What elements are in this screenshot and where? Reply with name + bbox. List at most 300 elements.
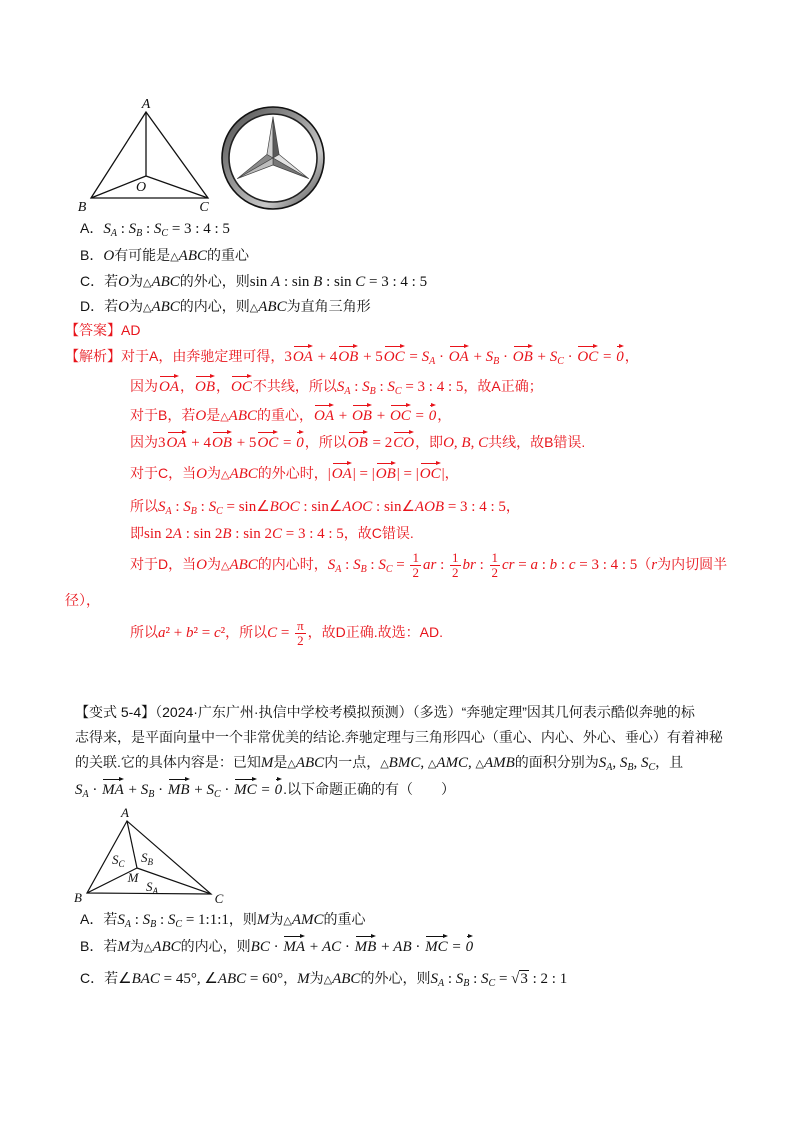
math-variable: BMC xyxy=(388,755,421,771)
math-text: = 3 : 4 : 5 xyxy=(444,499,506,515)
symbol-subscript: C xyxy=(557,356,564,367)
symbol-base: S xyxy=(421,349,430,365)
triangle-symbol: △ xyxy=(427,758,437,770)
vector: OB xyxy=(195,374,215,396)
math-text: : xyxy=(142,221,154,237)
triangle-symbol: △ xyxy=(220,469,230,481)
math-variable: a xyxy=(530,557,538,574)
math-text: : xyxy=(116,221,129,237)
math-text: + 4 xyxy=(187,435,211,451)
text-run: 的外心，则 xyxy=(360,970,431,986)
math-variable: ABC xyxy=(229,466,258,482)
text-run: 的内心，则 xyxy=(180,938,251,954)
text-run: A．若 xyxy=(80,911,118,927)
math-text: : sin 2 xyxy=(231,526,272,542)
math-text: , xyxy=(453,435,462,451)
symbol-base: S xyxy=(387,379,395,395)
math-text: , xyxy=(420,755,428,771)
math-variable: BC xyxy=(250,939,270,955)
subscripted-symbol xyxy=(207,782,221,798)
vector: OA xyxy=(314,403,334,425)
subscripted-symbol xyxy=(486,349,500,365)
math-variable: a xyxy=(158,625,166,642)
fraction-numerator: π xyxy=(297,618,304,633)
math-variable: B xyxy=(461,435,471,451)
math-text: sin xyxy=(249,274,272,290)
fraction xyxy=(490,551,501,580)
symbol-base: S xyxy=(158,499,166,515)
symbol-subscript: B xyxy=(493,356,500,367)
math-text: ² = xyxy=(193,625,214,642)
triangle-symbol: △ xyxy=(323,974,333,986)
area-label-s-b xyxy=(141,850,154,867)
math-text: ² + xyxy=(165,625,186,642)
solution-line-10 xyxy=(130,619,443,648)
text-run: 为 xyxy=(128,273,143,289)
math-text: · xyxy=(269,939,283,955)
vector: OB xyxy=(212,430,232,452)
math-text: = xyxy=(392,557,409,574)
vector: OA xyxy=(449,344,469,366)
symbol-base: S xyxy=(619,755,628,771)
text-run: 所以 xyxy=(130,624,158,641)
math-text: : xyxy=(130,912,143,928)
text-run: 为 xyxy=(206,465,221,481)
solution-line-2 xyxy=(130,374,543,398)
text-run: D．若 xyxy=(80,298,119,314)
vector: MA xyxy=(283,934,305,956)
symbol-base: S xyxy=(75,782,83,798)
symbol-subscript: A xyxy=(344,386,351,397)
text-run: 即 xyxy=(130,525,144,541)
triangle-symbol: △ xyxy=(220,411,229,423)
math-text: + xyxy=(533,349,550,365)
math-text: : xyxy=(171,499,184,515)
text-run: C．若 xyxy=(80,273,119,289)
symbol-base: S xyxy=(378,557,386,574)
text-run: 因为 xyxy=(130,378,158,394)
math-variable: ABC xyxy=(229,557,258,574)
radical-sign: √ xyxy=(511,971,520,987)
symbol-subscript: C xyxy=(648,762,656,773)
vector: OC xyxy=(390,403,411,425)
math-text: = 45°, ∠ xyxy=(159,971,218,987)
solution-line-3 xyxy=(130,403,451,428)
vector: MC xyxy=(425,934,448,956)
math-text: : xyxy=(350,379,363,395)
symbol-base: S xyxy=(206,782,214,798)
math-text: = xyxy=(257,782,274,798)
math-text: , xyxy=(470,435,479,451)
math-text: + 4 xyxy=(313,349,338,365)
math-variable: ABC xyxy=(178,248,207,264)
option-d xyxy=(80,295,371,319)
math-text: = 2 xyxy=(368,435,393,451)
text-run: ， xyxy=(216,378,230,394)
fraction xyxy=(295,619,306,648)
option-a xyxy=(80,217,230,240)
math-text: , xyxy=(612,755,620,771)
math-text: | xyxy=(441,466,445,482)
math-text: = xyxy=(279,435,296,451)
subscripted-symbol xyxy=(422,349,436,365)
symbol-subscript: C xyxy=(216,506,223,517)
text-run: 的外心，则 xyxy=(179,273,250,289)
text-run: ， xyxy=(505,498,520,514)
math-text: ∠ xyxy=(118,971,132,987)
area-label-s-b-base: S xyxy=(141,850,148,865)
text-run: ， xyxy=(444,465,459,481)
vector: MB xyxy=(168,777,190,799)
math-variable: O xyxy=(196,557,207,574)
symbol-base: S xyxy=(183,499,191,515)
math-variable: O xyxy=(103,248,115,264)
math-text: + xyxy=(377,939,394,955)
symbol-subscript: A xyxy=(335,564,342,576)
math-text: : xyxy=(156,912,168,928)
math-text: = 3 : 4 : 5 xyxy=(168,221,230,237)
vector: OA xyxy=(167,430,187,452)
solution-line-5 xyxy=(130,461,459,486)
area-label-s-a xyxy=(146,879,159,896)
triangle-symbol: △ xyxy=(283,915,292,927)
math-text: · xyxy=(499,349,512,365)
solution-line-8 xyxy=(130,551,727,580)
subscripted-symbol xyxy=(75,782,89,798)
math-text: · xyxy=(220,782,234,798)
math-text: : sin∠ xyxy=(372,499,415,515)
symbol-subscript: A xyxy=(165,506,172,517)
text-run: 的重心， xyxy=(257,407,313,423)
math-variable: C xyxy=(267,625,278,642)
math-variable: b xyxy=(549,557,558,574)
math-variable: AC xyxy=(321,939,342,955)
math-text: : xyxy=(557,557,569,574)
symbol-subscript: C xyxy=(214,789,221,800)
math-variable: ABC xyxy=(332,971,361,987)
subscripted-symbol xyxy=(168,912,182,928)
symbol-base: S xyxy=(208,499,217,515)
segment-oc xyxy=(146,176,208,198)
math-text: = 3 : 4 : 5 xyxy=(282,526,344,542)
symbol-base: S xyxy=(336,379,345,395)
vector: OA xyxy=(332,461,352,483)
text-run: 对于C，当 xyxy=(130,465,197,481)
text-run: ， xyxy=(437,407,452,423)
option-b xyxy=(80,244,249,268)
fraction-numerator: 1 xyxy=(491,550,499,565)
text-run: .以下命题正确的有（ ） xyxy=(283,781,456,797)
text-run: 【解析】对于A，由奔驰定理可得， xyxy=(65,348,285,364)
subscripted-symbol xyxy=(353,557,367,576)
vertex-label-b: B xyxy=(77,200,87,215)
vector: MA xyxy=(102,777,124,799)
math-variable: ar xyxy=(422,557,437,574)
text-run: 共线，故B错误. xyxy=(488,434,586,450)
math-text: · xyxy=(563,349,577,365)
math-text: · xyxy=(154,782,167,798)
vector: OB xyxy=(513,344,533,366)
math-text: ² xyxy=(220,625,226,642)
fraction-denominator: 2 xyxy=(491,565,499,580)
vector: OC xyxy=(577,344,598,366)
text-run: 径）， xyxy=(65,592,100,608)
text-run: 为 xyxy=(129,938,144,954)
area-label-s-c-base: S xyxy=(112,852,119,867)
symbol-base: S xyxy=(549,349,558,365)
option-c xyxy=(80,270,427,294)
math-variable: O xyxy=(118,274,129,290)
vector: OC xyxy=(257,430,278,452)
math-text: = 3 : 4 : 5 xyxy=(365,274,428,290)
math-text: | = | xyxy=(352,466,375,482)
math-variable: b xyxy=(185,625,194,642)
text-run: ， xyxy=(283,970,298,986)
symbol-base: S xyxy=(327,557,336,574)
subscripted-symbol xyxy=(599,755,613,771)
math-variable: br xyxy=(462,557,476,574)
math-text: , xyxy=(633,755,641,771)
symbol-base: S xyxy=(481,971,489,987)
math-text: = xyxy=(514,557,531,574)
math-text: : xyxy=(341,557,354,574)
math-variable: cr xyxy=(502,557,515,574)
math-variable: O xyxy=(443,435,454,451)
subscripted-symbol xyxy=(183,499,197,515)
math-variable: AB xyxy=(393,939,412,955)
math-text: = xyxy=(277,625,294,642)
text-run: 为直角三角形 xyxy=(286,298,371,314)
area-label-s-a-base: S xyxy=(146,879,153,894)
symbol-subscript: C xyxy=(175,919,183,930)
symbol-base: S xyxy=(641,755,649,771)
symbol-subscript: B xyxy=(136,228,143,239)
symbol-subscript: B xyxy=(360,564,367,576)
area-label-s-b-subscript: B xyxy=(147,857,153,867)
vector: OB xyxy=(338,344,358,366)
subscripted-symbol xyxy=(129,221,143,237)
math-text: + xyxy=(124,782,141,798)
vertex-label-c: C xyxy=(214,891,224,906)
symbol-subscript: C xyxy=(161,228,169,239)
math-variable: AOB xyxy=(414,499,445,515)
triangle-symbol: △ xyxy=(287,758,296,770)
area-label-s-c xyxy=(112,852,126,869)
triangle-symbol: △ xyxy=(380,758,389,770)
variant-option-b xyxy=(80,934,474,959)
math-text: : sin xyxy=(280,274,314,290)
subscripted-symbol xyxy=(143,912,157,928)
math-variable: AMC xyxy=(436,755,468,771)
symbol-subscript: B xyxy=(150,919,157,930)
fraction xyxy=(450,551,461,580)
text-run: 为 xyxy=(309,970,324,986)
fraction-denominator: 2 xyxy=(452,565,459,580)
math-variable: A xyxy=(271,274,281,290)
variant-option-a xyxy=(80,908,366,932)
math-text: · xyxy=(341,939,354,955)
vector: OA xyxy=(293,344,313,366)
symbol-subscript: B xyxy=(369,386,376,397)
text-run: 是 xyxy=(206,407,221,423)
symbol-subscript: A xyxy=(82,789,89,800)
text-run: ，则 xyxy=(228,911,257,927)
vector: 0 xyxy=(429,403,437,425)
vector: 0 xyxy=(616,344,624,366)
text-run: 不共线，所以 xyxy=(252,378,337,394)
symbol-base: S xyxy=(153,221,162,237)
math-text: | xyxy=(327,466,331,482)
symbol-subscript: A xyxy=(124,919,131,930)
math-text: = 60° xyxy=(246,971,284,987)
solution-line-1 xyxy=(65,344,639,368)
subscripted-symbol xyxy=(103,221,117,237)
text-run: 的面积分别为 xyxy=(514,754,599,770)
vector: OC xyxy=(420,461,441,483)
math-text: + 5 xyxy=(359,349,383,365)
variant-option-c xyxy=(80,967,567,991)
math-text: · xyxy=(88,782,102,798)
math-variable: ABC xyxy=(217,971,247,987)
math-text: : sin 2 xyxy=(181,526,223,542)
triangle-abc-outline xyxy=(91,112,208,198)
math-variable: BOC xyxy=(269,499,300,515)
symbol-base: S xyxy=(128,221,137,237)
math-variable: c xyxy=(568,557,576,574)
text-run: 志得来，是平面向量中一个非常优美的结论.奔驰定理与三角形四心（重心、内心、外心、垂心）有着神秘 xyxy=(75,729,723,745)
solution-line-9 xyxy=(65,589,100,611)
vector: MB xyxy=(355,934,377,956)
math-variable: r xyxy=(651,557,658,574)
math-text: = xyxy=(599,349,616,365)
text-run: ，所以 xyxy=(304,434,347,450)
fraction-denominator: 2 xyxy=(297,633,304,648)
text-run: 为 xyxy=(269,911,284,927)
text-run: 的内心时， xyxy=(257,556,328,573)
subscripted-symbol xyxy=(337,379,351,395)
vector: 0 xyxy=(275,777,283,799)
symbol-subscript: B xyxy=(190,506,197,517)
fraction-denominator: 2 xyxy=(412,565,419,580)
math-variable: M xyxy=(117,939,130,955)
math-text: = xyxy=(495,971,512,987)
math-variable: B xyxy=(313,274,323,290)
text-run: 【答案】AD xyxy=(65,322,141,338)
text-run: 有可能是 xyxy=(114,247,171,263)
math-text: : 2 : 1 xyxy=(528,971,568,987)
vertex-label-a: A xyxy=(121,805,129,820)
math-variable: ABC xyxy=(258,299,287,315)
subscripted-symbol xyxy=(154,221,168,237)
math-variable: AMC xyxy=(291,912,324,928)
math-variable: M xyxy=(260,755,274,771)
subscripted-symbol xyxy=(141,782,155,798)
math-text: + xyxy=(372,408,389,424)
symbol-subscript: A xyxy=(606,762,613,773)
text-run: 为 xyxy=(206,556,221,573)
symbol-subscript: B xyxy=(627,762,634,773)
math-text: = 3 : 4 : 5 xyxy=(401,379,464,395)
text-run: ，所以 xyxy=(225,624,268,641)
variant-stem-line-3 xyxy=(75,751,683,775)
math-variable: ABC xyxy=(228,408,257,424)
math-text: : xyxy=(469,971,482,987)
point-label-m: M xyxy=(127,870,139,885)
vector: 0 xyxy=(296,430,304,452)
math-text: + xyxy=(306,939,322,955)
math-variable: C xyxy=(478,435,489,451)
math-variable: B xyxy=(222,526,232,542)
math-text: = sin∠ xyxy=(222,499,270,515)
math-variable: BAC xyxy=(131,971,160,987)
math-text: , xyxy=(467,755,476,771)
text-run: ，故C错误. xyxy=(343,525,414,541)
text-run: 是 xyxy=(273,754,288,770)
subscripted-symbol xyxy=(387,379,401,395)
subscripted-symbol xyxy=(641,755,655,771)
vertex-label-b: B xyxy=(74,890,82,905)
triangle-o-figure xyxy=(72,92,217,214)
math-text: = xyxy=(405,349,422,365)
math-text: = 3 : 4 : 5 xyxy=(575,557,638,574)
fraction xyxy=(410,551,421,580)
text-run: 的重心 xyxy=(207,247,249,263)
text-run: A． xyxy=(80,220,104,236)
radicand: 3 xyxy=(520,971,528,987)
solution-line-4 xyxy=(130,430,585,454)
fraction-numerator: 1 xyxy=(412,550,419,565)
text-run: 【变式 5-4】（2024·广东广州·执信中学校考模拟预测）（多选）“奔驰定理”因其几何表示酷似奔驰的标 xyxy=(75,704,695,720)
subscripted-symbol xyxy=(362,379,376,395)
text-run: C．若 xyxy=(80,970,119,986)
vector: OB xyxy=(348,430,368,452)
math-text: + xyxy=(469,349,486,365)
symbol-base: S xyxy=(142,912,151,928)
triangle-symbol: △ xyxy=(143,942,153,954)
math-text: : sin xyxy=(322,274,356,290)
text-run: 的重心 xyxy=(323,911,366,927)
subscripted-symbol xyxy=(378,557,393,576)
symbol-base: S xyxy=(117,912,125,928)
math-text: : xyxy=(436,557,448,574)
subscripted-symbol xyxy=(209,499,223,515)
text-run: 为内切圆半 xyxy=(657,556,728,573)
subscripted-symbol xyxy=(327,557,342,576)
math-text: + xyxy=(190,782,207,798)
text-run: （ xyxy=(637,556,652,573)
variant-stem-line-4 xyxy=(75,777,455,801)
math-variable: C xyxy=(271,526,282,542)
symbol-base: S xyxy=(598,755,607,771)
subscripted-symbol xyxy=(456,971,470,987)
area-label-s-c-subscript: C xyxy=(118,859,125,869)
symbol-base: S xyxy=(455,971,464,987)
symbol-subscript: A xyxy=(110,228,117,239)
math-text: = xyxy=(448,939,465,955)
symbol-subscript: C xyxy=(394,386,402,397)
math-text: · xyxy=(411,939,425,955)
solution-line-6 xyxy=(130,495,520,518)
math-variable: AMB xyxy=(483,755,515,771)
symbol-subscript: C xyxy=(488,978,496,989)
text-run: 的关联.它的具体内容是：已知 xyxy=(75,754,261,770)
math-text: + 5 xyxy=(232,435,257,451)
vector: MC xyxy=(234,777,257,799)
area-label-s-a-subscript: A xyxy=(152,886,158,896)
math-variable: AOC xyxy=(342,499,373,515)
math-text: : xyxy=(537,557,550,574)
vector: CO xyxy=(393,430,414,452)
